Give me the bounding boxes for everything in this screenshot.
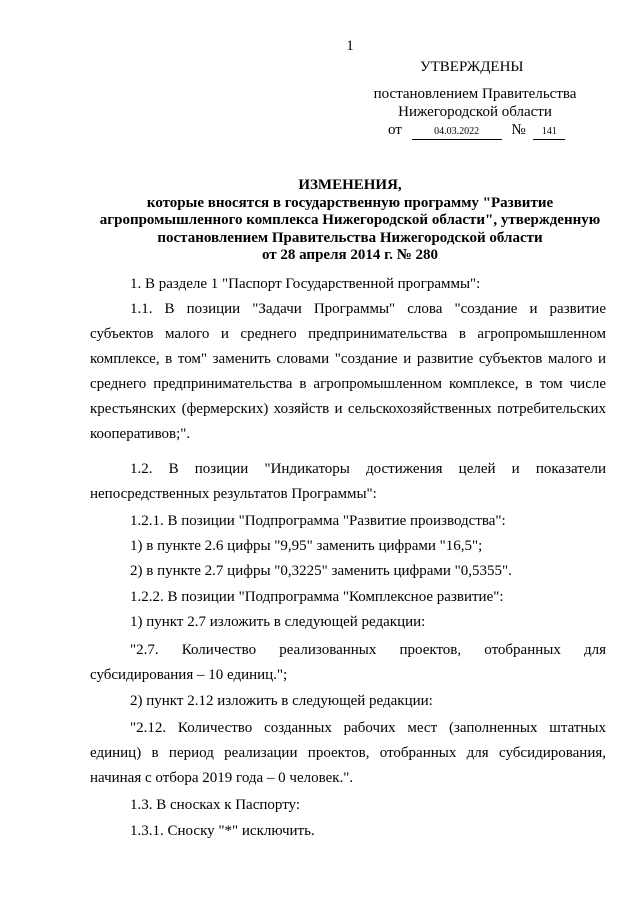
document-subtitle-line-4: от 28 апреля 2014 г. № 280	[261, 247, 439, 263]
body-line: субъектов малого и среднего предпринимательства в агропромышленном	[90, 326, 606, 342]
number-label: №	[511, 122, 526, 138]
body-line: 1. В разделе 1 "Паспорт Государственной программы":	[130, 276, 481, 292]
approved-heading: УТВЕРЖДЕНЫ	[420, 59, 524, 75]
body-line: непосредственных результатов Программы":	[90, 486, 377, 502]
body-line: 1.1. В позиции "Задачи Программы" слова "создание и развитие	[130, 301, 606, 317]
body-line: субсидирования – 10 единиц.";	[90, 667, 288, 683]
body-line: начиная с отбора 2019 года – 0 человек.".	[90, 770, 354, 786]
body-line: комплексе, в том" заменить словами "создание и развитие субъектов малого и	[90, 351, 606, 367]
body-line: 1.3.1. Сноску "*" исключить.	[130, 823, 315, 839]
body-line: 2) в пункте 2.7 цифры "0,3225" заменить цифрами "0,5355".	[130, 563, 512, 579]
decree-date: 04.03.2022	[412, 125, 502, 140]
body-line: 1) пункт 2.7 изложить в следующей редакции:	[130, 614, 426, 630]
from-label: от	[388, 122, 402, 138]
decree-number: 141	[533, 125, 565, 140]
body-line: крестьянских (фермерских) хозяйств и сельскохозяйственных потребительских	[90, 401, 606, 417]
page-number: 1	[346, 38, 354, 54]
body-line: кооперативов;".	[90, 426, 191, 442]
body-line: среднего предпринимательства в агропромышленном комплексе, в том числе	[90, 376, 606, 392]
approved-by-line-1: постановлением Правительства	[373, 86, 577, 102]
body-line: 1.2. В позиции "Индикаторы достижения целей и показатели	[130, 461, 606, 477]
approved-by-line-2: Нижегородской области	[398, 104, 552, 120]
body-line: 1.3. В сносках к Паспорту:	[130, 797, 301, 813]
body-line: 2) пункт 2.12 изложить в следующей редакции:	[130, 693, 433, 709]
body-line: "2.7. Количество реализованных проектов, отобранных для	[130, 642, 606, 658]
document-subtitle-line-1: которые вносятся в государственную программу "Развитие	[146, 195, 554, 211]
document-subtitle-line-3: постановлением Правительства Нижегородской области	[157, 230, 543, 246]
decree-reference	[388, 122, 565, 140]
body-line: 1.2.2. В позиции "Подпрограмма "Комплексное развитие":	[130, 589, 504, 605]
document-subtitle-line-2: агропромышленного комплекса Нижегородской области", утвержденную	[99, 212, 601, 228]
body-line: "2.12. Количество созданных рабочих мест (заполненных штатных	[130, 720, 606, 736]
document-title: ИЗМЕНЕНИЯ,	[298, 177, 402, 193]
body-line: 1.2.1. В позиции "Подпрограмма "Развитие производства":	[130, 513, 506, 529]
body-line: единиц) в период реализации проектов, отобранных для субсидирования,	[90, 745, 606, 761]
body-line: 1) в пункте 2.6 цифры "9,95" заменить цифрами "16,5";	[130, 538, 483, 554]
